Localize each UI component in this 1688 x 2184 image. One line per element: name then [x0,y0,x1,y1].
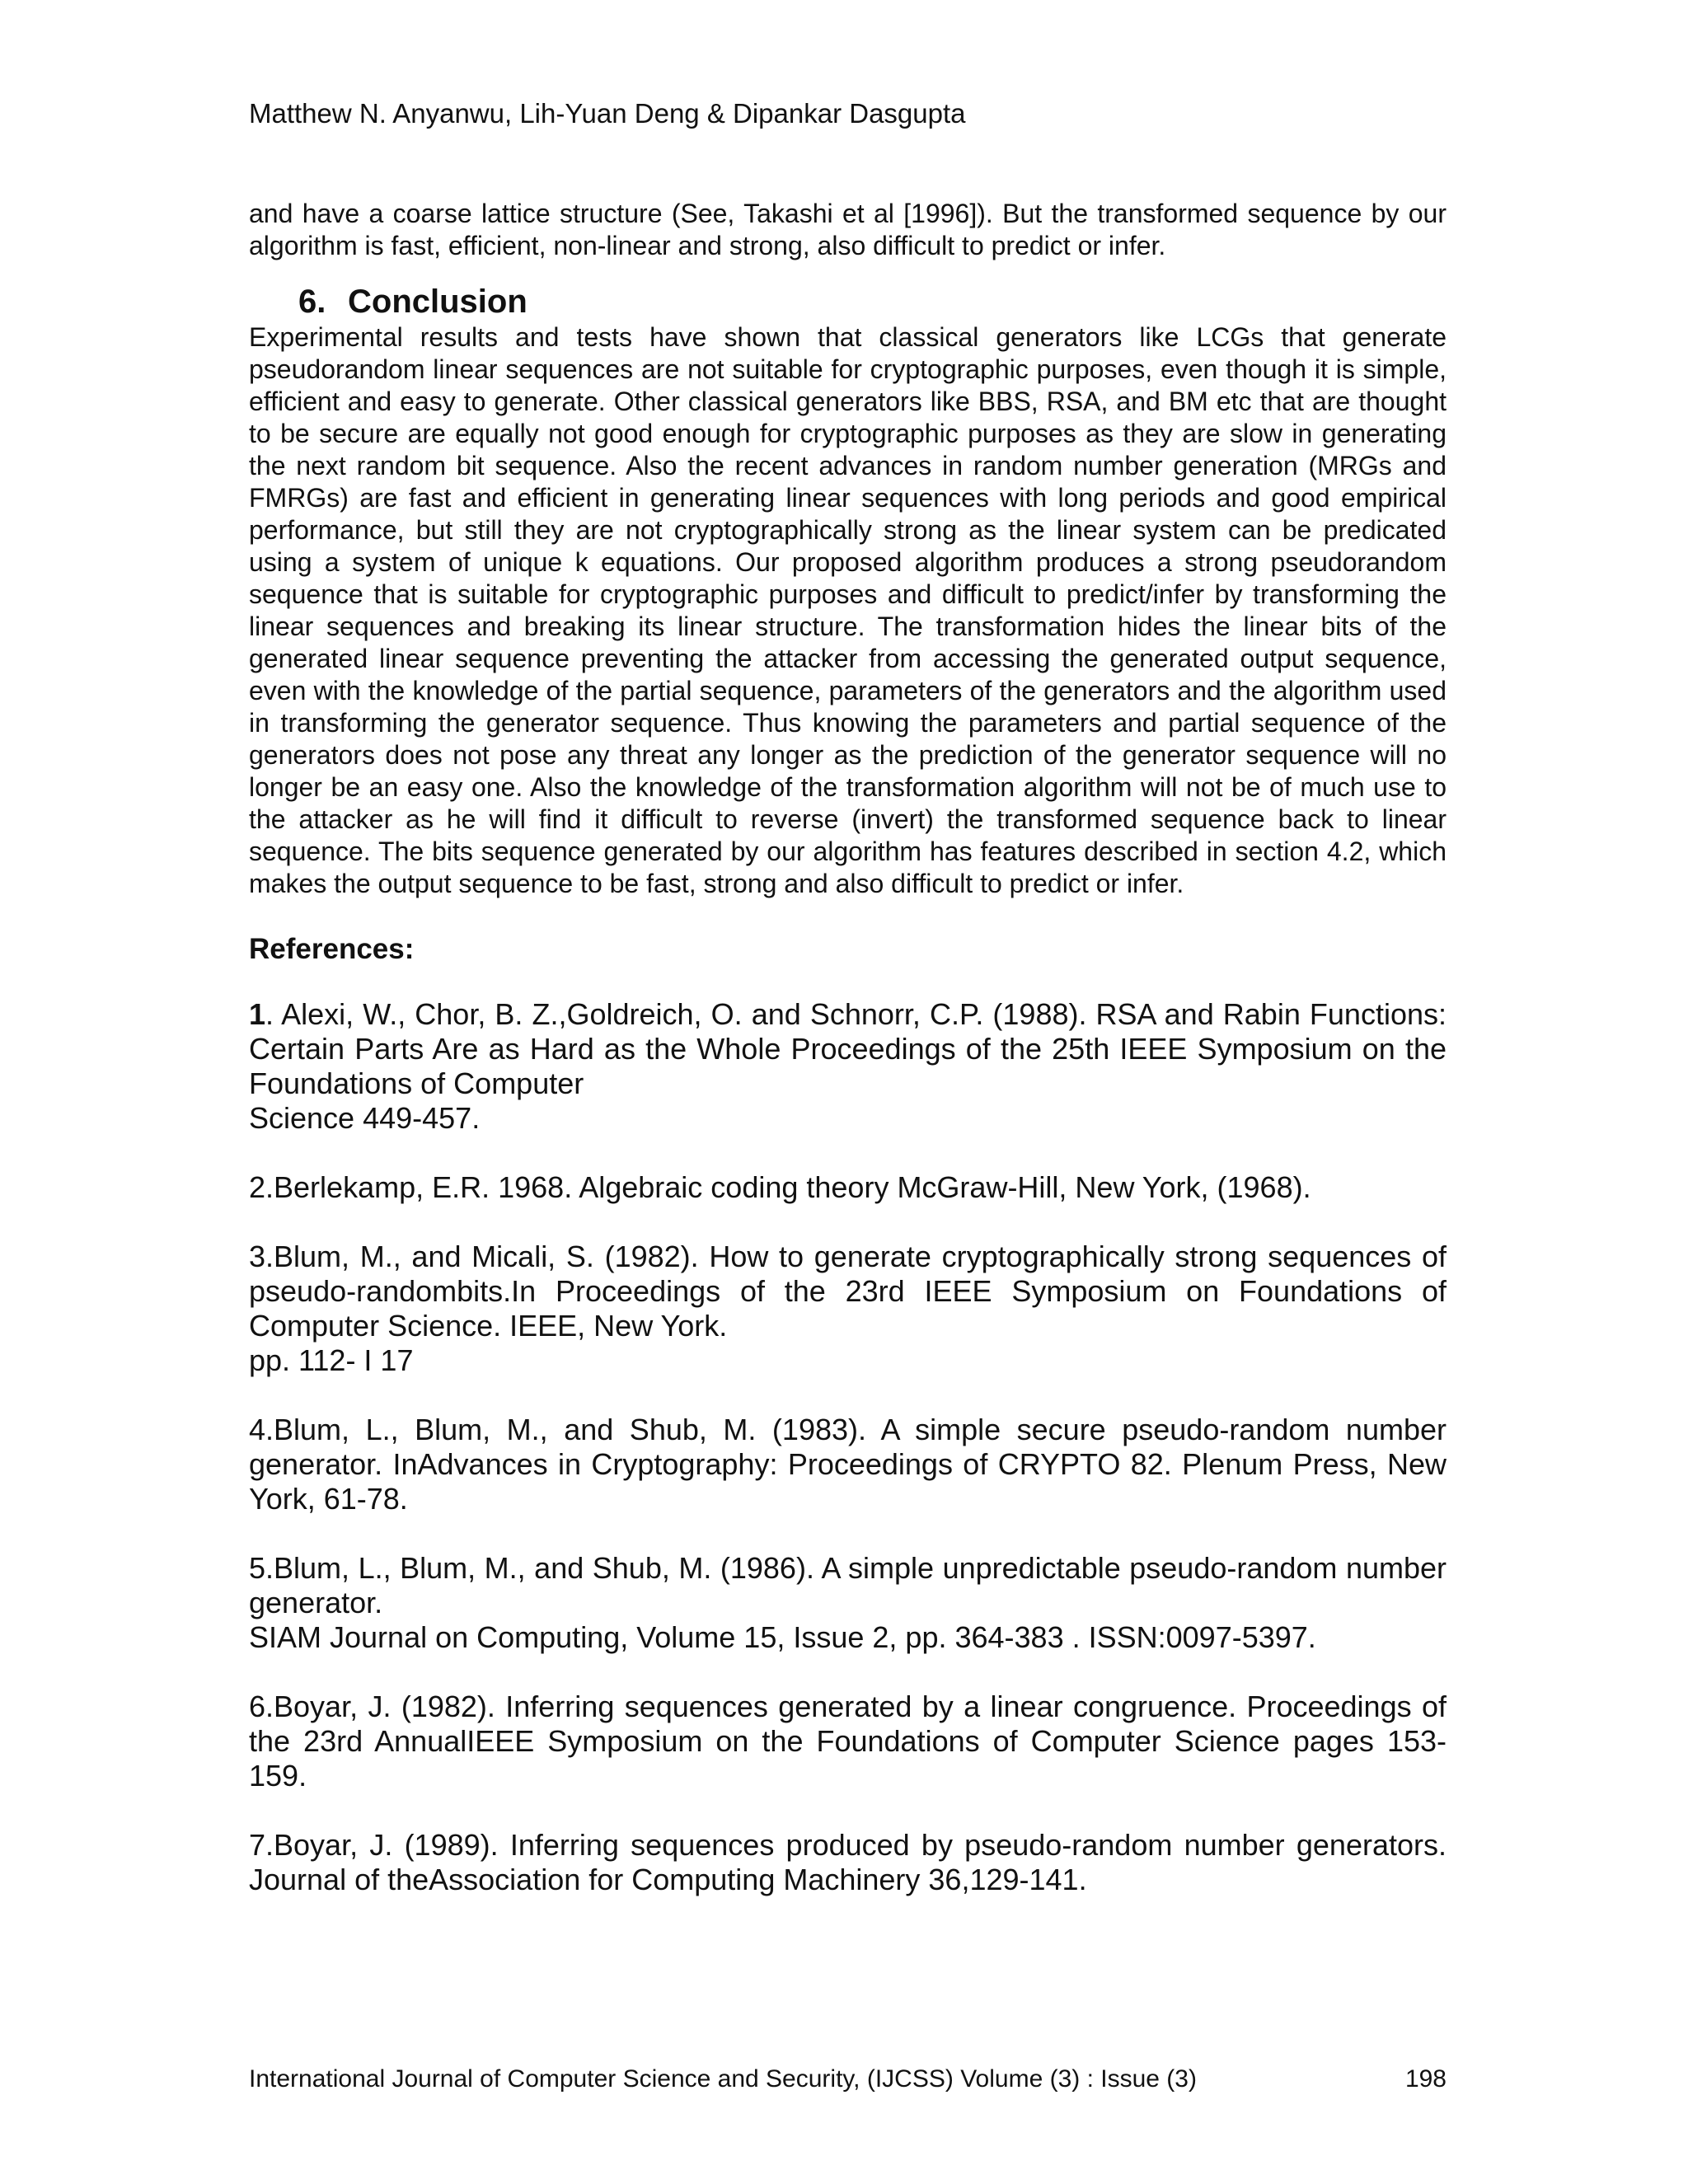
references-list [249,997,1447,1897]
intro-paragraph: and have a coarse lattice structure (See, Takashi et al [1996]). But the transformed sequence by our algorithm is fast, efficient, non-linear and strong, also difficult to predict or infer. [249,199,1447,260]
reference-continuation: Science 449-457. [249,1101,481,1135]
reference-item [249,1240,1447,1378]
reference-text: 4.Blum, L., Blum, M., and Shub, M. (1983). A simple secure pseudo-random number generator. InAdvances in Cryptography: Proceedings of CRYPTO 82. Plenum Press, New York, 61-78. [249,1413,1447,1516]
reference-item [249,1170,1447,1205]
reference-continuation: pp. 112- I 17 [249,1343,414,1377]
conclusion-paragraph: Experimental results and tests have shown that classical generators like LCGs that generate pseudorandom linear sequences are not suitable for cryptographic purposes, even though it is simple, efficient and easy to generate. Other classical generators like BBS, RSA, and BM etc that are thought to be secure are equally not good enough for cryptographic purposes as they are slow in generating the next random bit sequence. Also the recent advances in random number generation (MRGs and FMRGs) are fast and efficient in generating linear sequences with long periods and good empirical performance, but still they are not cryptographically strong as the linear system can be predicated using a system of unique k equations. Our proposed algorithm produces a strong pseudorandom sequence that is suitable for cryptographic purposes and difficult to predict/infer by transforming the linear sequences and breaking its linear structure. The transformation hides the linear bits of the generated linear sequence preventing the attacker from accessing the generated output sequence, even with the knowledge of the partial sequence, parameters of the generators and the algorithm used in transforming the generator sequence. Thus knowing the parameters and partial sequence of the generators does not pose any threat any longer as the prediction of the generator sequence will no longer be an easy one. Also the knowledge of the transformation algorithm will not be of much use to the attacker as he will find it difficult to reverse (invert) the transformed sequence back to linear sequence. The bits sequence generated by our algorithm has features described in section 4.2, which makes the output sequence to be fast, strong and also difficult to predict or infer. [249,322,1447,898]
reference-item [249,1413,1447,1516]
section-heading [298,282,1447,321]
reference-text: 5.Blum, L., Blum, M., and Shub, M. (1986). A simple unpredictable pseudo-random number generator. [249,1551,1447,1619]
reference-item [249,1690,1447,1793]
reference-text: 3.Blum, M., and Micali, S. (1982). How to generate cryptographically strong sequences of pseudo-randombits.In Proceedings of the 23rd IEEE Symposium on Foundations of Computer Science. IEEE, New York. [249,1240,1447,1343]
reference-text: 6.Boyar, J. (1982). Inferring sequences generated by a linear congruence. Proceedings of the 23rd AnnualIEEE Symposium on the Foundations of Computer Science pages 153-159. [249,1690,1447,1793]
reference-item [249,1551,1447,1655]
footer-journal: International Journal of Computer Science and Security, (IJCSS) Volume (3) : Issue (3) [249,2065,1197,2093]
reference-text: 7.Boyar, J. (1989). Inferring sequences produced by pseudo-random number generators. Journal of theAssociation for Computing Machinery 36,129-141. [249,1828,1447,1896]
reference-continuation: SIAM Journal on Computing, Volume 15, Issue 2, pp. 364-383 . ISSN:0097-5397. [249,1620,1316,1654]
page-number: 198 [1404,2065,1447,2093]
reference-text: . Alexi, W., Chor, B. Z.,Goldreich, O. and Schnorr, C.P. (1988). RSA and Rabin Functions: Certain Parts Are as Hard as the Whole Proceedings of the 25th IEEE Symposium on the Foundations of Computer [249,997,1447,1100]
reference-item [249,997,1447,1136]
page-content [249,198,1447,1932]
reference-text: 2.Berlekamp, E.R. 1968. Algebraic coding theory McGraw-Hill, New York, (1968). [249,1170,1311,1204]
running-head: Matthew N. Anyanwu, Lih-Yuan Deng & Dipankar Dasgupta [249,98,966,129]
reference-number: 1 [249,997,266,1031]
section-title: Conclusion [348,284,528,320]
page-footer [249,2064,1447,2094]
reference-item [249,1828,1447,1897]
references-heading: References: [249,933,415,965]
section-number: 6. [298,284,326,320]
